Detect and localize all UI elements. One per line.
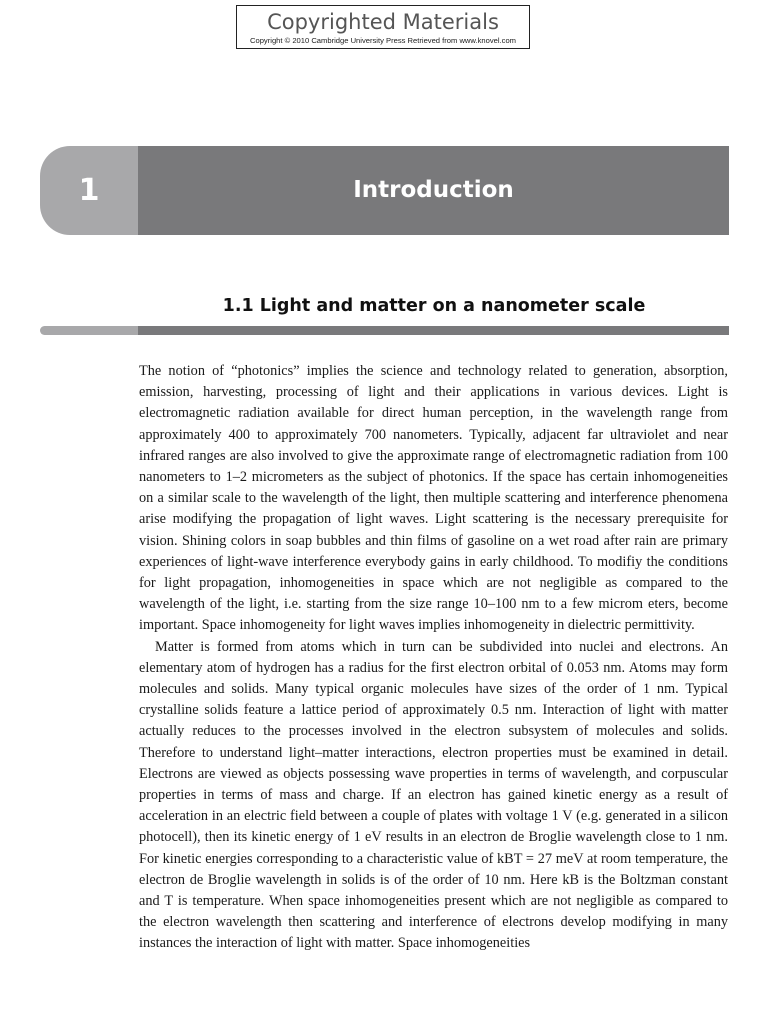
stamp-title: Copyrighted Materials — [267, 10, 499, 34]
section-rule-right — [138, 326, 729, 335]
chapter-number: 1 — [40, 146, 138, 235]
paragraph: The notion of “photonics” implies the science and technology related to generation, absorption, emission, harvesting, processing of light and their applications in various devices. Light is electromagnetic radiation available for direct human perception, in the wavelength range from approximately 400 to approximately 700 nanometers. Typically, adjacent far ultraviolet and near infrared ranges are also involved to give the approximate range of electromagnetic radiation from 100 nanometers to 1–2 micrometers as the subject of photonics. If the space has certain inhomogeneities on a similar scale to the wavelength of the light, then multiple scattering and interference phenomena arise modifying the propagation of light waves. Light scattering is the necessary prerequisite for vision. Shining colors in soap bubbles and thin films of gasoline on a wet road after rain are primary experiences of light-wave interference everybody gains in early childhood. To modifiy the conditions for light propagation, inhomogeneities in space which are not negligible as compared to the wavelength of the light, i.e. starting from the size range 10–100 nm to a few microm eters, become important. Space inhomogeneity for light waves implies inhomogeneity in dielectric permittivity. — [139, 363, 728, 634]
chapter-title: Introduction — [138, 146, 729, 235]
paragraph: Matter is formed from atoms which in turn can be subdivided into nuclei and electrons. An elementary atom of hydrogen has a radius for the first electron orbital of 0.053 nm. Atoms may form molecules and solids. Many typical organic molecules have sizes of the order of 1 nm. Typical crystalline solids feature a lattice period of approximately 0.5 nm. Interaction of light with matter actually reduces to the processes involved in the electron subsystem of molecules and solids. Therefore to understand light–matter interactions, electron properties must be examined in detail. Electrons are viewed as objects possessing wave properties in terms of wavelength, and corpuscular properties in terms of mass and charge. If an electron has gained kinetic energy as a result of acceleration in an electric field between a couple of plates with voltage 1 V (e.g. generated in a silicon photocell), then its kinetic energy of 1 eV results in an electron de Broglie wavelength close to 1 nm. For kinetic energies corresponding to a characteristic value of kBT = 27 meV at room temperature, the electron de Broglie wavelength in solids is of the order of 10 nm. Here kB is the Boltzman constant and T is temperature. When space inhomogeneities present which are not negligible as compared to the electron wavelength then scattering and interference of electrons develop modifying in many instances the interaction of light with matter. Space inhomogeneities — [139, 638, 728, 952]
section-rule — [40, 326, 729, 335]
section-heading: 1.1 Light and matter on a nanometer scale — [222, 296, 646, 316]
stamp-subtitle: Copyright © 2010 Cambridge University Press Retrieved from www.knovel.com — [250, 36, 516, 45]
copyright-stamp — [236, 5, 530, 49]
chapter-header — [40, 146, 729, 235]
section-rule-left — [40, 326, 140, 335]
body-text — [139, 361, 728, 955]
